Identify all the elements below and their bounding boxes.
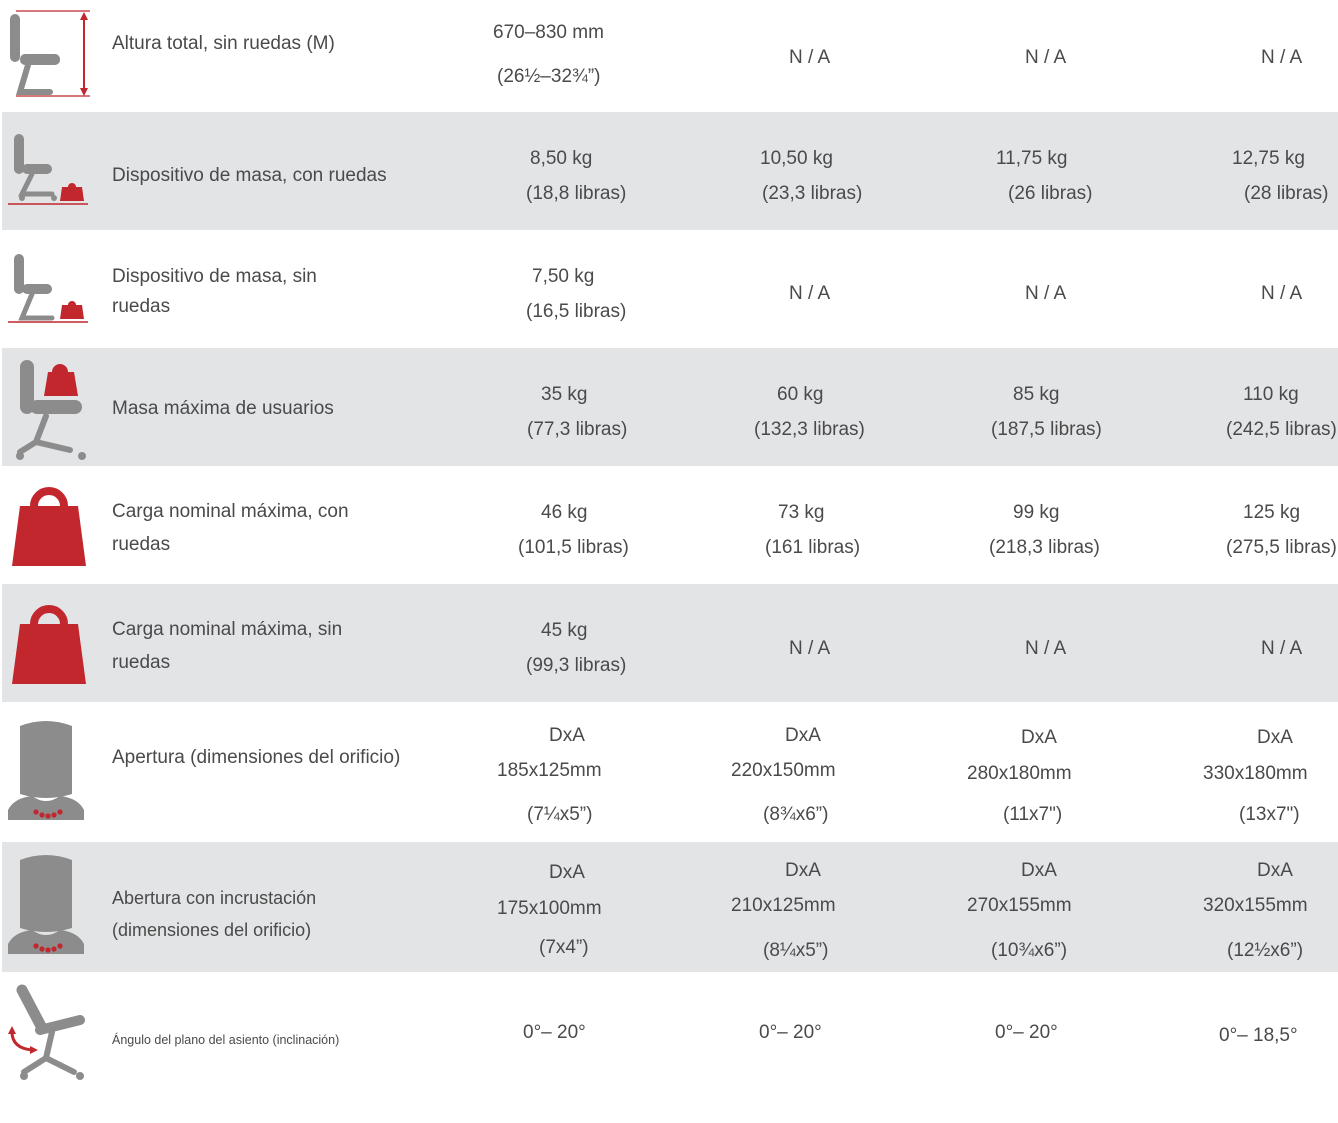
value-col3: 0°– 20° (995, 1022, 1058, 1043)
value-col1: 0°– 20° (523, 1022, 586, 1043)
seat-opening-inlay-icon (6, 852, 92, 958)
value-col4: N / A (1261, 638, 1303, 659)
chair-mass-wheels-icon (6, 130, 92, 210)
value-col3: N / A (1025, 283, 1067, 304)
value-col4: N / A (1261, 47, 1303, 68)
row-label-line2: ruedas (112, 652, 171, 673)
row-label-line1: Carga nominal máxima, con (112, 501, 349, 522)
weight-icon (6, 482, 92, 568)
row-label: Altura total, sin ruedas (M) (112, 33, 335, 54)
row-label-line1: Carga nominal máxima, sin (112, 619, 343, 640)
weight-icon (6, 600, 92, 686)
value-col4: N / A (1261, 283, 1303, 304)
value-col2: N / A (789, 638, 831, 659)
value-col3: N / A (1025, 638, 1067, 659)
value-col4: 0°– 18,5° (1219, 1025, 1298, 1046)
value-col2: 0°– 20° (759, 1022, 822, 1043)
value-col3: N / A (1025, 47, 1067, 68)
row-label-line1: Dispositivo de masa, sin (112, 266, 317, 287)
row-label: Masa máxima de usuarios (112, 398, 334, 419)
row-label: Ángulo del plano del asiento (inclinación) (112, 1033, 340, 1047)
row-label-line2: (dimensiones del orificio) (112, 920, 312, 940)
chair-max-user-icon (6, 354, 92, 464)
chair-mass-no-wheels-icon (6, 250, 92, 328)
seat-tilt-icon (6, 982, 92, 1084)
row-label-line2: ruedas (112, 296, 171, 317)
seat-opening-icon (6, 718, 92, 824)
row-label-line2: ruedas (112, 534, 171, 555)
chair-height-icon (6, 8, 92, 100)
row-label: Apertura (dimensiones del orificio) (112, 747, 401, 768)
row-label-line1: Abertura con incrustación (112, 888, 317, 908)
row-label: Dispositivo de masa, con ruedas (112, 165, 387, 186)
value-col2: N / A (789, 47, 831, 68)
value-col2: N / A (789, 283, 831, 304)
